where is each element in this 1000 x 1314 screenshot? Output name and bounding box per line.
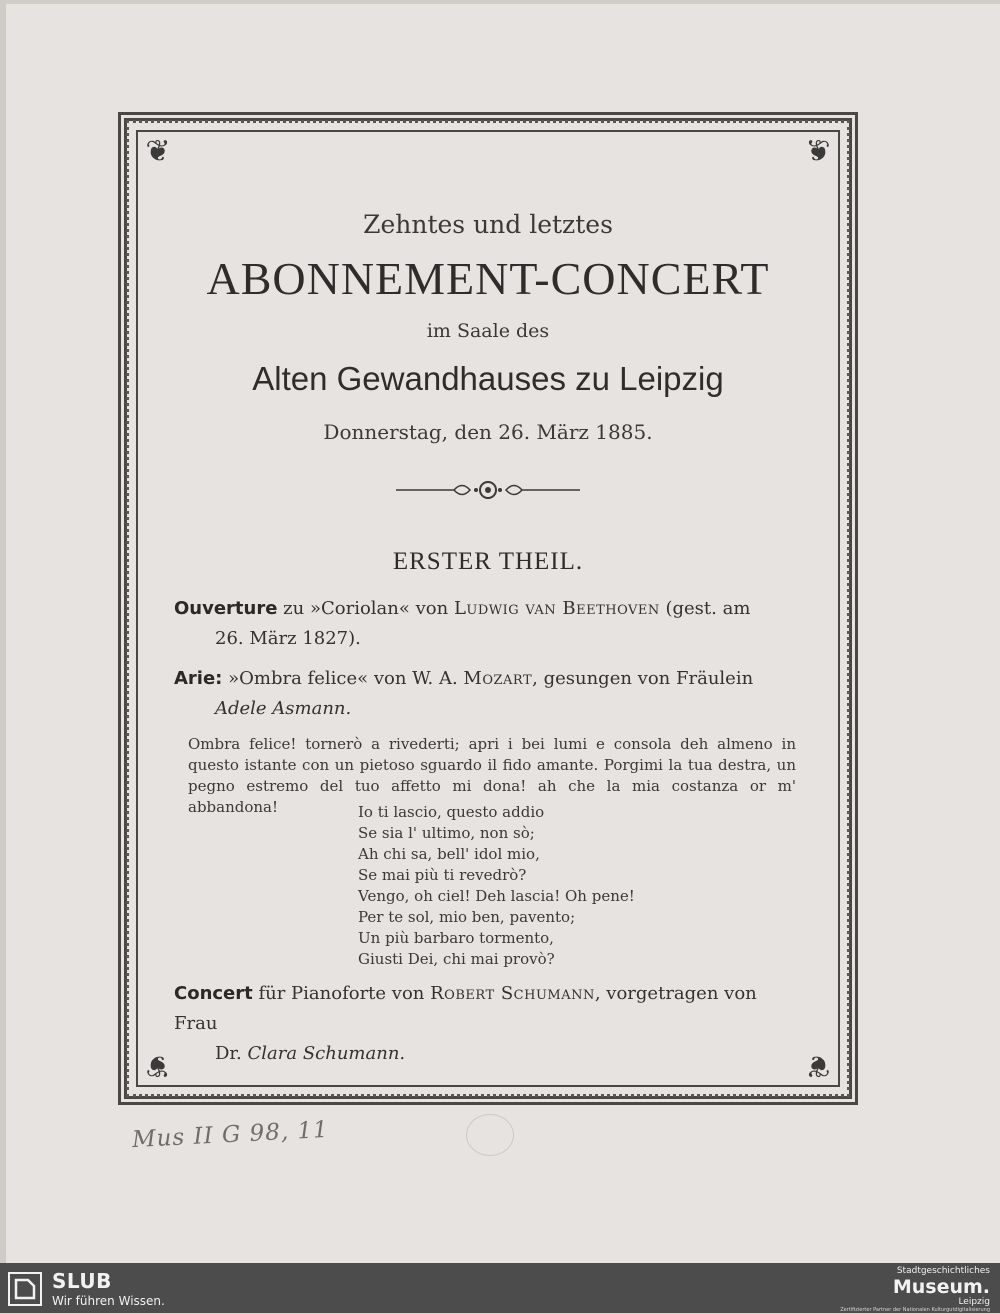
performer-title: Dr. xyxy=(215,1043,248,1064)
item-continuation xyxy=(174,1039,794,1069)
verse-line: Giusti Dei, chi mai provò? xyxy=(358,950,555,968)
performer-name: Adele Asmann. xyxy=(215,698,352,719)
item-continuation: 26. März 1827). xyxy=(215,628,361,649)
performer-name: Clara Schumann. xyxy=(247,1043,406,1064)
partner-top: Stadtgeschichtliches xyxy=(896,1266,990,1276)
concert-title: ABONNEMENT-CONCERT xyxy=(206,253,770,304)
verse-line: Se sia l' ultimo, non sò; xyxy=(358,824,535,842)
composer-name: Ludwig van Beethoven xyxy=(453,598,660,619)
verse-line: Vengo, oh ciel! Deh lascia! Oh pene! xyxy=(358,887,635,905)
item-label: Ouverture xyxy=(174,598,278,619)
part-heading: ERSTER THEIL. xyxy=(392,548,584,575)
corner-ornament-icon: ❦ xyxy=(805,134,831,169)
concert-date: Donnerstag, den 26. März 1885. xyxy=(323,420,653,444)
composer-name: Robert Schumann xyxy=(430,983,595,1004)
verse-line: Se mai più ti revedrò? xyxy=(358,866,527,884)
programme-item-aria xyxy=(174,664,794,724)
verse-line: Un più barbaro tormento, xyxy=(358,929,554,947)
partner-logo xyxy=(840,1266,990,1314)
concerto-line xyxy=(174,979,794,1039)
item-text: für Pianoforte von xyxy=(252,983,431,1004)
divider-ornament-icon xyxy=(140,478,836,502)
embossed-stamp xyxy=(466,1114,514,1156)
viewer-footer xyxy=(0,1263,1000,1313)
item-text: zu »Coriolan« von xyxy=(277,598,454,619)
corner-ornament-icon: ❦ xyxy=(145,1048,171,1083)
handwritten-shelfmark: Mus II G 98, 11 xyxy=(131,1116,330,1154)
overture-line xyxy=(174,594,794,624)
aria-recitative: Ombra felice! tornerò a rivederti; apri i bei lumi e consola deh almeno in questo istante con un pietoso sguardo il fido amante. Porgimi la tua destra, un pegno estremo del tuo affetto mi dona! ah che la mia costanza or m' abbandona! xyxy=(188,735,796,816)
programme-item-concerto xyxy=(174,979,794,1069)
verse-line: Ah chi sa, bell' idol mio, xyxy=(358,845,540,863)
aria-verse xyxy=(358,802,635,970)
slub-logo-icon xyxy=(8,1272,42,1306)
item-label: Concert xyxy=(174,983,253,1004)
item-text: , gesungen von Fräulein xyxy=(532,668,754,689)
partner-name: Museum. xyxy=(892,1276,990,1298)
verse-line: Per te sol, mio ben, pavento; xyxy=(358,908,576,926)
library-tagline: Wir führen Wissen. xyxy=(52,1294,165,1308)
corner-ornament-icon: ❦ xyxy=(805,1048,831,1083)
item-text: , vorgetragen von Frau xyxy=(174,983,757,1034)
composer-name: Mozart xyxy=(463,668,533,689)
item-label: Arie: xyxy=(174,668,223,689)
library-name: SLUB xyxy=(52,1269,112,1293)
verse-line: Io ti lascio, questo addio xyxy=(358,803,545,821)
corner-ornament-icon: ❦ xyxy=(145,134,171,169)
concert-subtitle: Zehntes und letztes xyxy=(363,210,613,239)
aria-line xyxy=(174,664,794,694)
programme-item-overture xyxy=(174,594,794,654)
item-text: »Ombra felice« von W. A. xyxy=(222,668,464,689)
ornamental-divider xyxy=(140,478,836,502)
hall-line: im Saale des xyxy=(426,320,550,342)
venue-name: Alten Gewandhauses zu Leipzig xyxy=(252,360,724,397)
item-text: (gest. am xyxy=(659,598,751,619)
partner-city: Leipzig xyxy=(958,1297,990,1307)
partner-note: Zertifizierter Partner der Nationalen Kulturgutdigitalisierung xyxy=(840,1307,990,1313)
